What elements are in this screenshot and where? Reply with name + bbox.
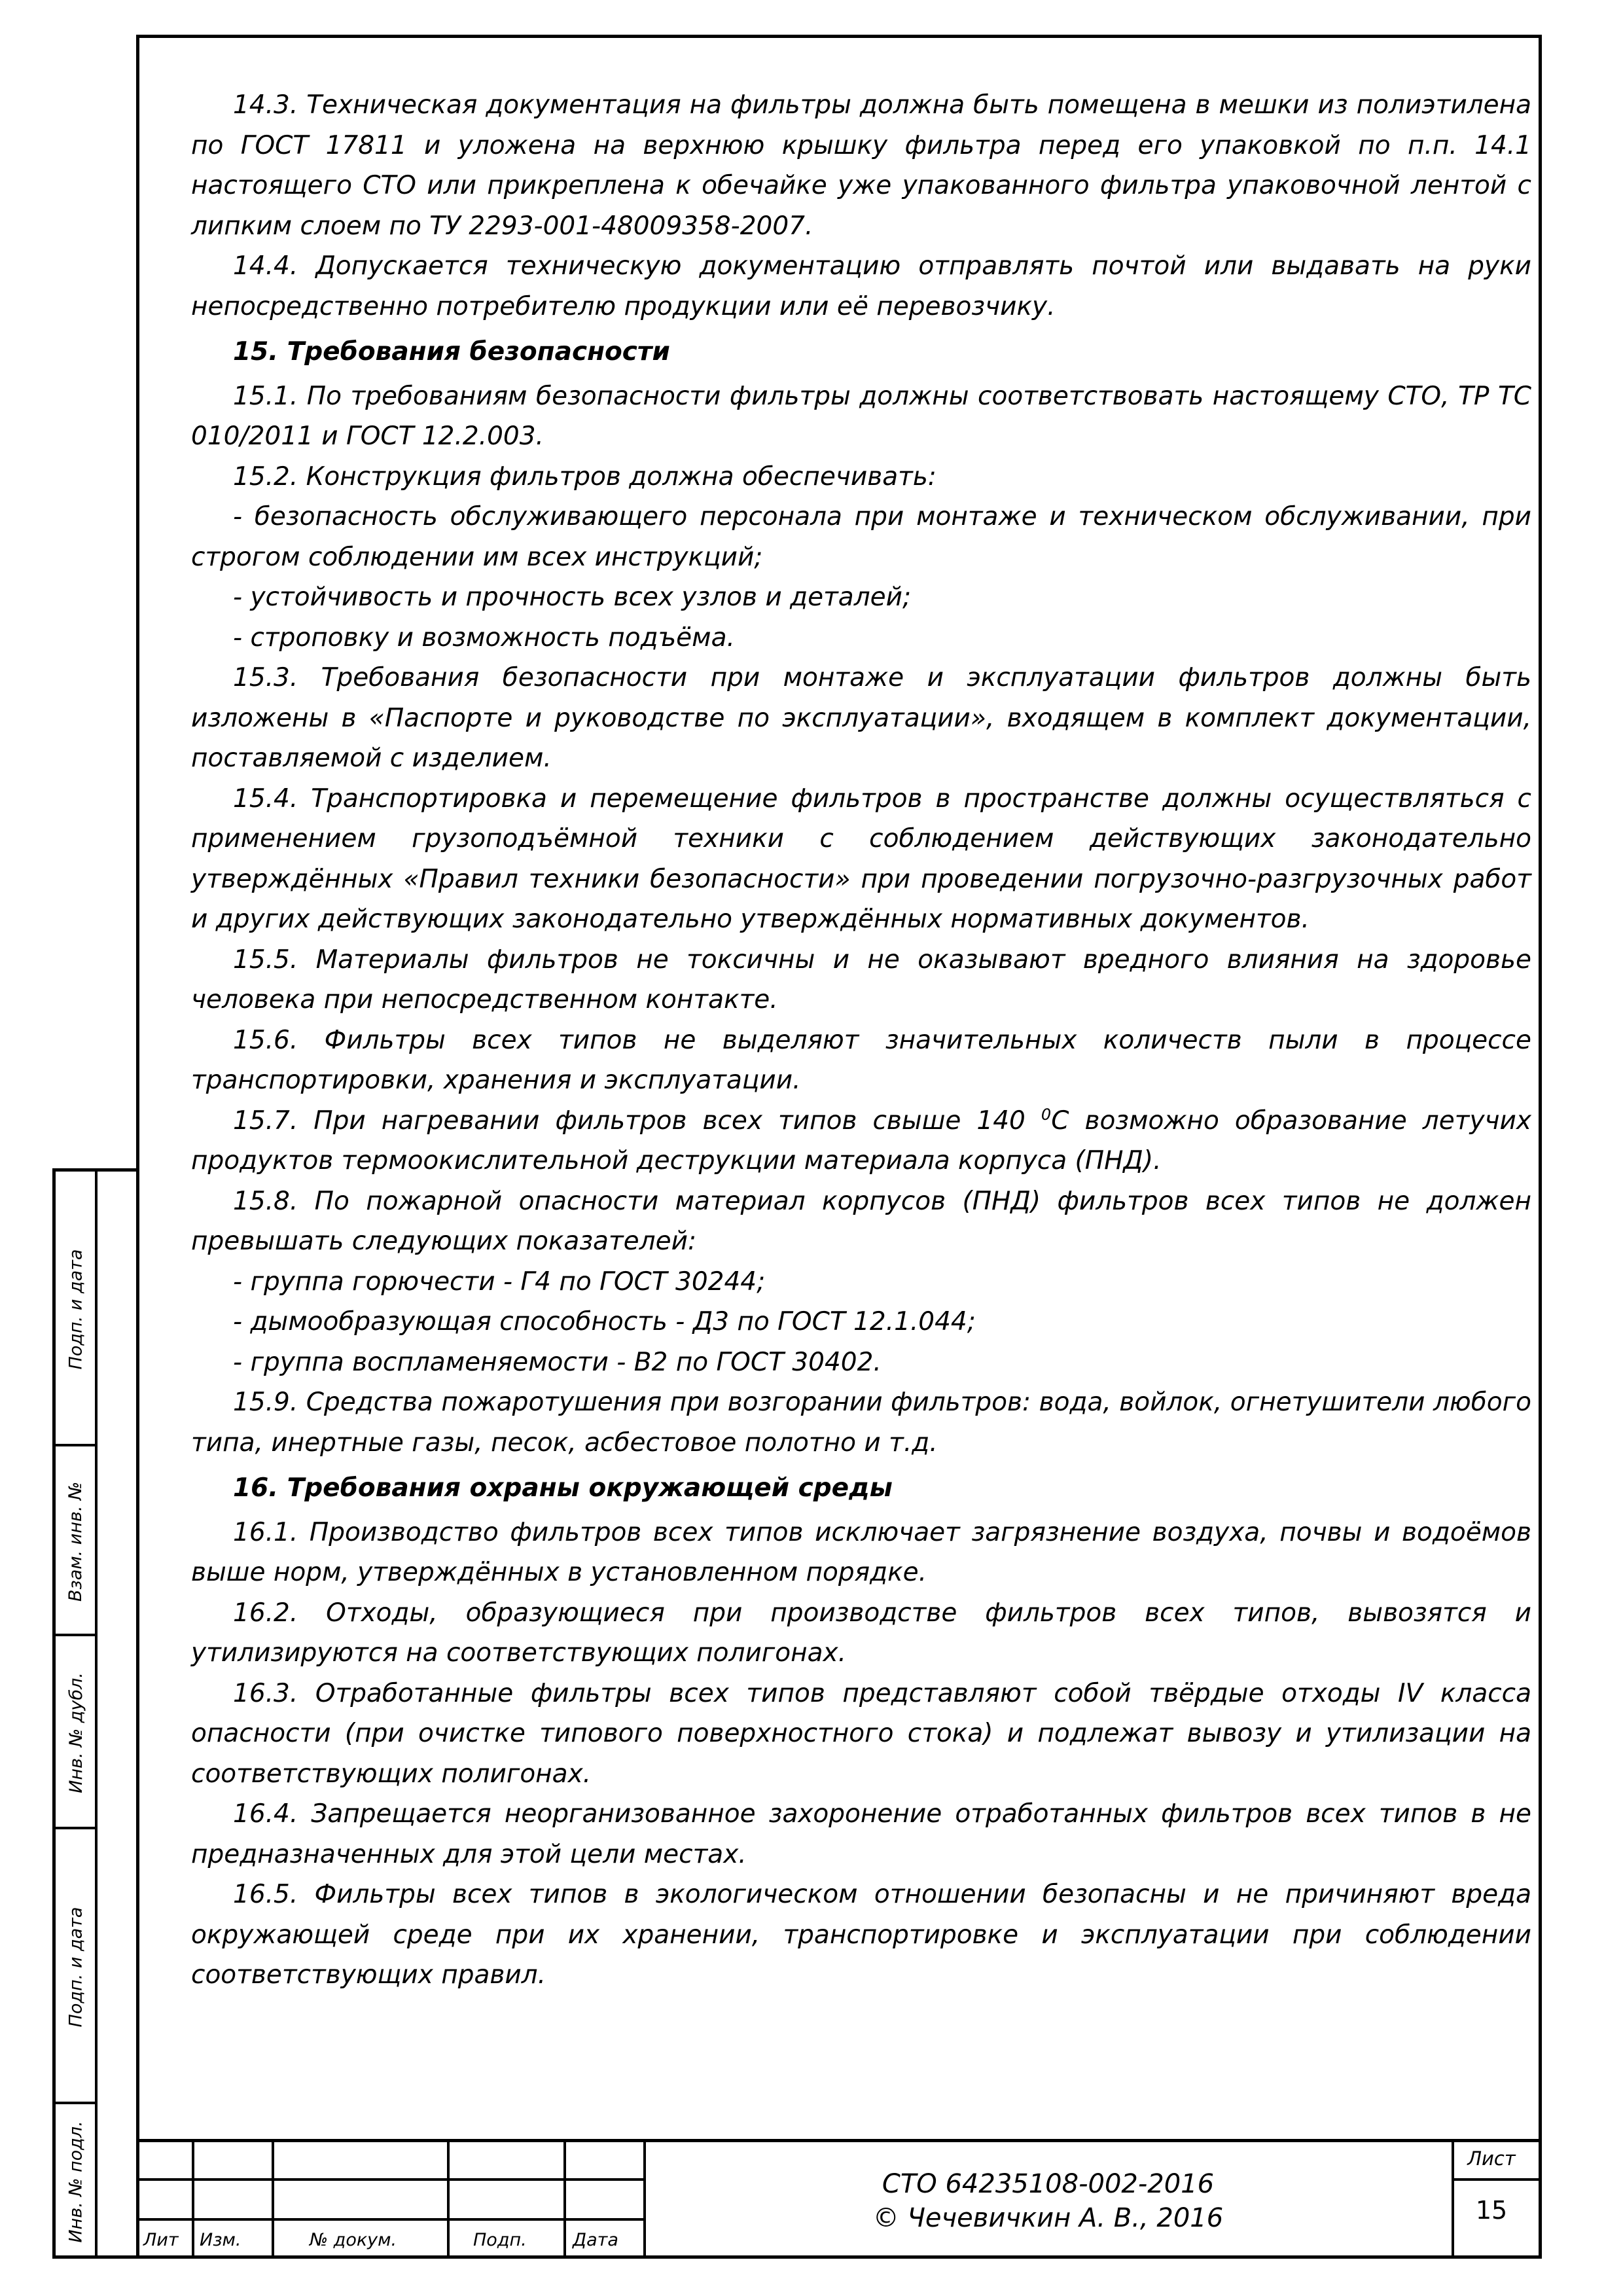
- document-designation: [645, 2167, 1452, 2235]
- section-heading-15: 15. Требования безопасности: [233, 337, 670, 367]
- strip-label-podp-data-bottom: Подп. и дата: [65, 1907, 86, 2027]
- list-item-15-2-b: - устойчивость и прочность всех узлов и деталей;: [233, 583, 912, 612]
- paragraph-14-4: 14.4. Допускается техническую документацию отправлять почтой или выдавать на руки непосредственно потребителю продукции или её перевозчику.: [191, 251, 1531, 321]
- tb-label-izm: Изм.: [200, 2230, 241, 2250]
- document-code: СТО 64235108-002-2016: [882, 2169, 1215, 2199]
- paragraph-15-2: 15.2. Конструкция фильтров должна обеспечивать:: [233, 461, 936, 492]
- list-item-15-2-c: - строповку и возможность подъёма.: [233, 622, 735, 653]
- paragraph-14-3: 14.3. Техническая документация на фильтры должна быть помещена в мешки из полиэтилена по ГОСТ 17811 и уложена на верхнюю крышку фильтра перед его упаковкой по п.п. 14.1 настоящего СТО или прикреплена к обечайке уже упакованного фильтра упаковочной лентой с липким слоем по ТУ 2293-001-48009358-2007.: [191, 90, 1531, 241]
- sheet-label: Лист: [1467, 2147, 1516, 2170]
- paragraph-16-1: 16.1. Производство фильтров всех типов исключает загрязнение воздуха, почвы и водоёмов выше норм, утверждённых в установленном порядке.: [191, 1517, 1531, 1587]
- degree-superscript: 0: [1041, 1105, 1052, 1124]
- paragraph-16-5: 16.5. Фильтры всех типов в экологическом отношении безопасны и не причиняют вреда окружающей среде при их хранении, транспортировке и эксплуатации при соблюдении соответствующих правил.: [191, 1880, 1531, 1990]
- tb-label-data: Дата: [573, 2230, 618, 2250]
- paragraph-15-7: [191, 1101, 1531, 1181]
- list-item-15-2-a: - безопасность обслуживающего персонала при монтаже и техническом обслуживании, при строгом соблюдении им всех инструкций;: [191, 502, 1531, 572]
- tb-col-divider: [447, 2142, 450, 2255]
- strip-label-inv-podl: Инв. № подл.: [65, 2120, 86, 2243]
- tb-col-divider: [192, 2142, 194, 2255]
- tb-label-lit: Лит: [143, 2230, 179, 2250]
- paragraph-15-5: 15.5. Материалы фильтров не токсичны и не оказывают вредного влияния на здоровье человека при непосредственном контакте.: [191, 944, 1531, 1014]
- paragraph-16-4: 16.4. Запрещается неорганизованное захоронение отработанных фильтров всех типов в не предназначенных для этой цели местах.: [191, 1799, 1531, 1869]
- sheet-number: 15: [1475, 2196, 1508, 2225]
- tb-row-divider: [139, 2178, 645, 2181]
- side-stamp-strip: [52, 1168, 136, 2259]
- paragraph-16-3: 16.3. Отработанные фильтры всех типов представляют собой твёрдые отходы IV класса опасности (при очистке типового поверхностного стока) и подлежат вывозу и утилизации на соответствующих полигонах.: [191, 1678, 1531, 1789]
- strip-label-podp-data-top: Подп. и дата: [65, 1249, 86, 1369]
- strip-divider: [95, 1172, 98, 2255]
- list-item-15-8-c: - группа воспламеняемости - В2 по ГОСТ 30402.: [233, 1347, 882, 1377]
- paragraph-15-7-start: 15.7. При нагревании фильтров всех типов свыше 140: [233, 1105, 1041, 1136]
- document-body: [191, 85, 1531, 1996]
- paragraph-15-7-end: С возможно образование летучих продуктов термоокислительной деструкции материала корпуса (ПНД).: [191, 1105, 1531, 1175]
- paragraph-16-2: 16.2. Отходы, образующиеся при производстве фильтров всех типов, вывозятся и утилизируются на соответствующих полигонах.: [191, 1598, 1531, 1668]
- tb-row-divider: [139, 2218, 645, 2221]
- paragraph-15-9: 15.9. Средства пожаротушения при возгорании фильтров: вода, войлок, огнетушители любого типа, инертные газы, песок, асбестовое полотно и т.д.: [191, 1388, 1531, 1458]
- strip-label-inv-dubl: Инв. № дубл.: [65, 1672, 86, 1793]
- paragraph-15-1: 15.1. По требованиям безопасности фильтры должны соответствовать настоящему СТО, ТР ТС 010/2011 и ГОСТ 12.2.003.: [191, 381, 1531, 451]
- paragraph-15-4: 15.4. Транспортировка и перемещение фильтров в пространстве должны осуществляться с применением грузоподъёмной техники с соблюдением действующих законодательно утверждённых «Правил техники безопасности» при проведении погрузочно-разгрузочных работ и других действующих законодательно утверждённых нормативных документов.: [191, 783, 1531, 934]
- title-block: [139, 2139, 1539, 2255]
- section-heading-16: 16. Требования охраны окружающей среды: [233, 1473, 893, 1503]
- paragraph-15-6: 15.6. Фильтры всех типов не выделяют значительных количеств пыли в процессе транспортировки, хранения и эксплуатации.: [191, 1025, 1531, 1095]
- tb-label-podp: Подп.: [473, 2230, 527, 2250]
- tb-label-no-dokum: № докум.: [310, 2230, 397, 2250]
- tb-col-divider: [272, 2142, 274, 2255]
- tb-col-divider: [563, 2142, 566, 2255]
- list-item-15-8-a: - группа горючести - Г4 по ГОСТ 30244;: [233, 1266, 766, 1297]
- paragraph-15-3: 15.3. Требования безопасности при монтаже и эксплуатации фильтров должны быть изложены в «Паспорте и руководстве по эксплуатации», входящем в комплект документации, поставляемой с изделием.: [191, 663, 1531, 773]
- document-copyright: © Чечевичкин А. В., 2016: [872, 2203, 1224, 2233]
- strip-label-vzam-inv: Взам. инв. №: [65, 1481, 86, 1602]
- paragraph-15-8: 15.8. По пожарной опасности материал корпусов (ПНД) фильтров всех типов не должен превышать следующих показателей:: [191, 1186, 1531, 1256]
- tb-row-divider: [1452, 2178, 1539, 2181]
- list-item-15-8-b: - дымообразующая способность - Д3 по ГОСТ 12.1.044;: [233, 1307, 976, 1336]
